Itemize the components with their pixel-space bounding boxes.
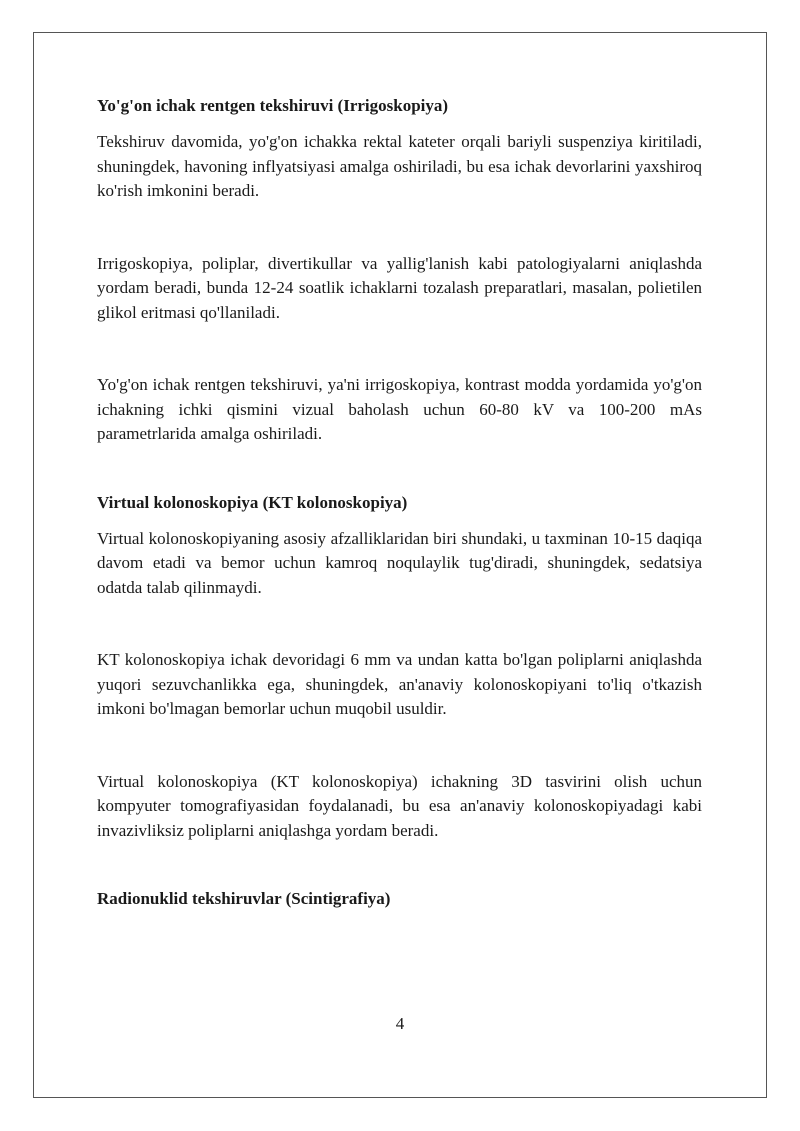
page-content bbox=[97, 94, 702, 911]
paragraph: Virtual kolonoskopiya (KT kolonoskopiya) ichakning 3D tasvirini olish uchun kompyuter tomografiyasidan foydalanadi, bu esa an'anaviy kolonoskopiyadagi kabi invazivliksiz poliplarni aniqlashga yordam beradi. bbox=[97, 771, 702, 840]
paragraph: Virtual kolonoskopiyaning asosiy afzalliklaridan biri shundaki, u taxminan 10-15 daqiqa davom etadi va bemor uchun kamroq noqulaylik tug'diradi, shuningdek, sedatsiya odatda talab qilinmaydi. bbox=[97, 528, 702, 597]
paragraph: KT kolonoskopiya ichak devoridagi 6 mm va undan katta bo'lgan poliplarni aniqlashda yuqori sezuvchanlikka ega, shuningdek, an'anaviy kolonoskopiyani to'liq o'tkazish imkoni bo'lmagan bemorlar uchun muqobil usuldir. bbox=[97, 650, 702, 718]
section-heading-irrigoskopiya: Yo'g'on ichak rentgen tekshiruvi (Irrigoskopiya) bbox=[97, 96, 449, 115]
paragraph: Yo'g'on ichak rentgen tekshiruvi, ya'ni irrigoskopiya, kontrast modda yordamida yo'g'on ichakning ichki qismini vizual baholash uchun 60-80 kV va 100-200 mAs parametrlarida amalga oshiriladi. bbox=[97, 375, 702, 443]
paragraph: Tekshiruv davomida, yo'g'on ichakka rektal kateter orqali bariyli suspenziya kiritiladi, shuningdek, havoning inflyatsiyasi amalga oshiriladi, bu esa ichak devorlarini yaxshiroq ko'rish imkonini beradi. bbox=[97, 132, 702, 200]
page-number: 4 bbox=[395, 1014, 405, 1033]
section-heading-virtual-kolonoskopiya: Virtual kolonoskopiya (KT kolonoskopiya) bbox=[97, 492, 408, 512]
section-heading-radionuklid: Radionuklid tekshiruvlar (Scintigrafiya) bbox=[97, 889, 391, 908]
paragraph: Irrigoskopiya, poliplar, divertikullar va yallig'lanish kabi patologiyalarni aniqlashda yordam beradi, bunda 12-24 soatlik ichaklarni tozalash preparatlari, masalan, polietilen glikol eritmasi qo'llaniladi. bbox=[97, 253, 702, 322]
